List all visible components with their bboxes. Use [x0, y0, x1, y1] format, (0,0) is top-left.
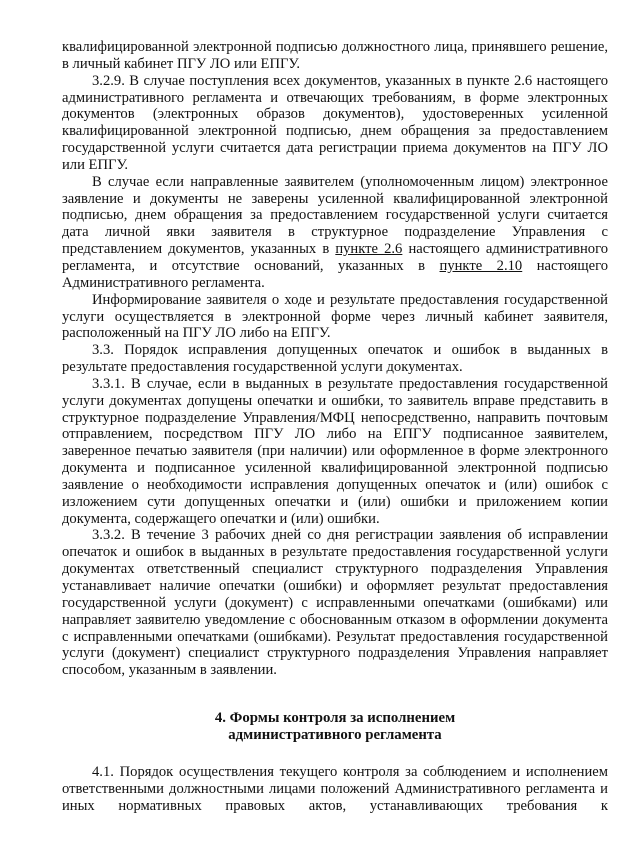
section-heading — [62, 710, 608, 744]
link-punkt-2-10[interactable]: пункте 2.10 — [439, 257, 523, 274]
paragraph-3-2-9: 3.2.9. В случае поступления всех документов, указанных в пункте 2.6 настоящего административного регламента и отвечающих требованиям, в форме электронных документов (электронных образов документов), удостоверенных усиленной квалифицированной электронной подписью, днем обращения за предоставлением государственной услуги считается дата регистрации приема документов на ПГУ ЛО или ЕПГУ. — [62, 72, 608, 173]
paragraph-part-c: настоящего Административного регламента. — [62, 257, 609, 291]
section-heading-line-2: административного регламента — [228, 727, 442, 744]
paragraph-3-3: 3.3. Порядок исправления допущенных опечаток и ошибок в выданных в результате предоставления государственной услуги документах. — [62, 342, 608, 376]
section-heading-line-1: 4. Формы контроля за исполнением — [214, 710, 456, 727]
paragraph-informing: Информирование заявителя о ходе и результате предоставления государственной услуги осуществляется в электронной форме через личный кабинет заявителя, расположенный на ПГУ ЛО либо на ЕПГУ. — [62, 291, 608, 342]
link-punkt-2-6[interactable]: пункте 2.6 — [335, 241, 403, 258]
paragraph-3-3-2: 3.3.2. В течение 3 рабочих дней со дня регистрации заявления об исправлении опечаток и ошибок в выданных в результате предоставления государственной услуги документах ответственный специалист структурного подразделения Управления устанавливает наличие опечатки (ошибки) и оформляет результат предоставления государственной услуги (документ) с исправленными опечатками (ошибками) или направляет заявителю уведомление с обоснованным отказом в оформлении документа с исправленными опечатками (ошибками). Результат предоставления государственной услуги (документ) специалист структурного подразделения Управления направляет способом, указанным в заявлении. — [62, 527, 608, 679]
paragraph-4-1: 4.1. Порядок осуществления текущего контроля за соблюдением и исполнением ответственными должностными лицами положений Административного регламента и иных нормативных правовых актов, устанавливающих требования к — [62, 764, 608, 814]
paragraph-part-a: В случае если направленные заявителем (уполномоченным лицом) электронное заявление и документы не заверены усиленной квалифицированной электронной подписью, днем обращения за предоставлением государственной услуги считается дата личной явки заявителя в структурное подразделение Управления с представлением документов, указанных в — [62, 173, 608, 258]
paragraph-3-3-1: 3.3.1. В случае, если в выданных в результате предоставления государственной услуги документах допущены опечатки и ошибки, то заявитель вправе представить в структурное подразделение Управления/МФЦ непосредственно, направить почтовым отправлением, посредством ПГУ ЛО либо на ЕПГУ подписанное заявителем, заверенное печатью заявителя (при наличии) или оформленное в форме электронного документа и подписанное усиленной квалифицированной электронной подписью заявление о необходимости исправления допущенных опечаток и (или) ошибок с изложением сути допущенных опечатки и (или) ошибки и приложением копии документа, содержащего опечатки и (или) ошибки. — [62, 375, 608, 527]
paragraph-0: квалифицированной электронной подписью должностного лица, принявшего решение, в личный кабинет ПГУ ЛО или ЕПГУ. — [62, 39, 608, 72]
paragraph-electronic-signature — [62, 174, 608, 292]
paragraph-part-b: настоящего административного регламента, и отсутствие оснований, указанных в — [62, 241, 609, 274]
